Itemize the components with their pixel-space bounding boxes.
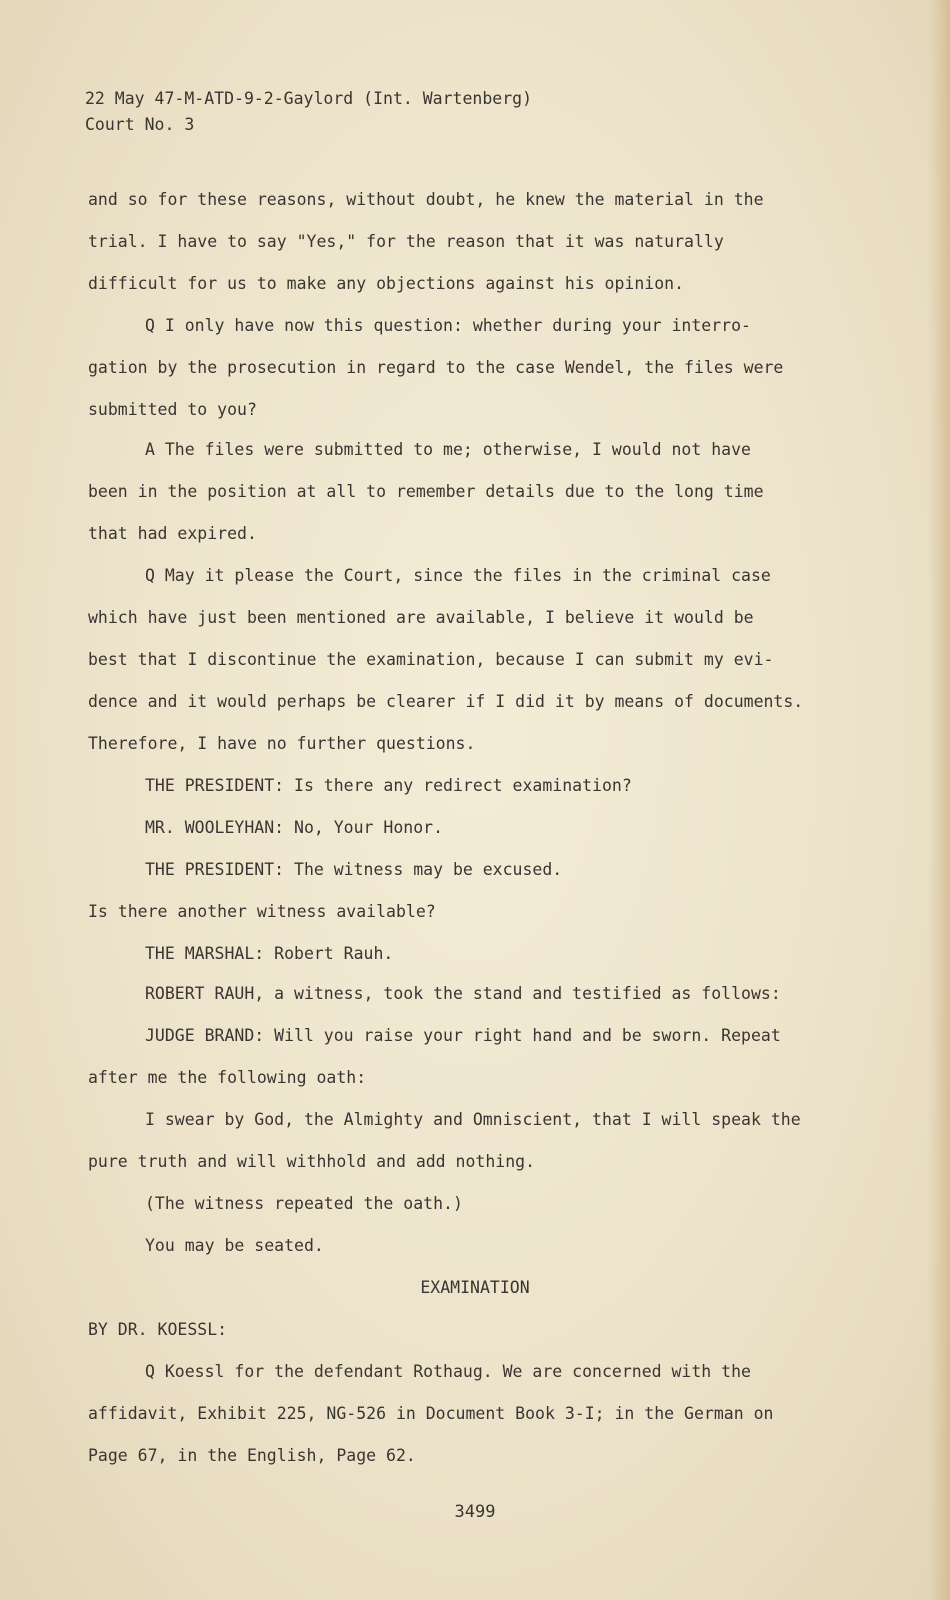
body-line: gation by the prosecution in regard to the case Wendel, the files were [88,358,784,377]
body-line: that had expired. [88,524,257,543]
body-line: dence and it would perhaps be clearer if I did it by means of documents. [88,692,804,711]
body-line: submitted to you? [88,400,257,419]
body-line: Q May it please the Court, since the files in the criminal case [145,566,771,585]
body-line: which have just been mentioned are available, I believe it would be [88,608,754,627]
body-line: Q Koessl for the defendant Rothaug. We are concerned with the [145,1362,751,1381]
body-line: after me the following oath: [88,1068,367,1087]
section-heading: EXAMINATION [420,1278,530,1297]
body-line: best that I discontinue the examination, because I can submit my evi- [88,650,774,669]
body-line: BY DR. KOESSL: [88,1320,228,1339]
body-line: Page 67, in the English, Page 62. [88,1446,416,1465]
body-line: (The witness repeated the oath.) [145,1194,463,1213]
body-line: MR. WOOLEYHAN: No, Your Honor. [145,818,444,837]
body-line: been in the position at all to remember details due to the long time [88,482,764,501]
body-line: THE MARSHAL: Robert Rauh. [145,944,394,963]
body-line: pure truth and will withhold and add nothing. [88,1152,536,1171]
body-line: THE PRESIDENT: Is there any redirect examination? [145,776,632,795]
body-line: affidavit, Exhibit 225, NG-526 in Document Book 3-I; in the German on [88,1404,774,1423]
body-line: I swear by God, the Almighty and Omniscient, that I will speak the [145,1110,801,1129]
body-line: Is there another witness available? [88,902,436,921]
header-court-line: Court No. 3 [85,115,195,134]
page-number: 3499 [454,1502,496,1522]
document-header [85,86,532,138]
body-line: trial. I have to say "Yes," for the reason that it was naturally [88,232,724,251]
body-line: Q I only have now this question: whether during your interro- [145,316,751,335]
body-line: and so for these reasons, without doubt, he knew the material in the [88,190,764,209]
body-line: Therefore, I have no further questions. [88,734,476,753]
body-line: JUDGE BRAND: Will you raise your right hand and be sworn. Repeat [145,1026,781,1045]
body-line: THE PRESIDENT: The witness may be excused. [145,860,563,879]
body-line: ROBERT RAUH, a witness, took the stand and testified as follows: [145,984,781,1003]
paper-edge-shadow [928,0,950,1600]
header-docket-line: 22 May 47-M-ATD-9-2-Gaylord (Int. Wartenberg) [85,89,533,108]
body-line: You may be seated. [145,1236,324,1255]
body-line: difficult for us to make any objections against his opinion. [88,274,685,293]
body-line: A The files were submitted to me; otherwise, I would not have [145,440,751,459]
